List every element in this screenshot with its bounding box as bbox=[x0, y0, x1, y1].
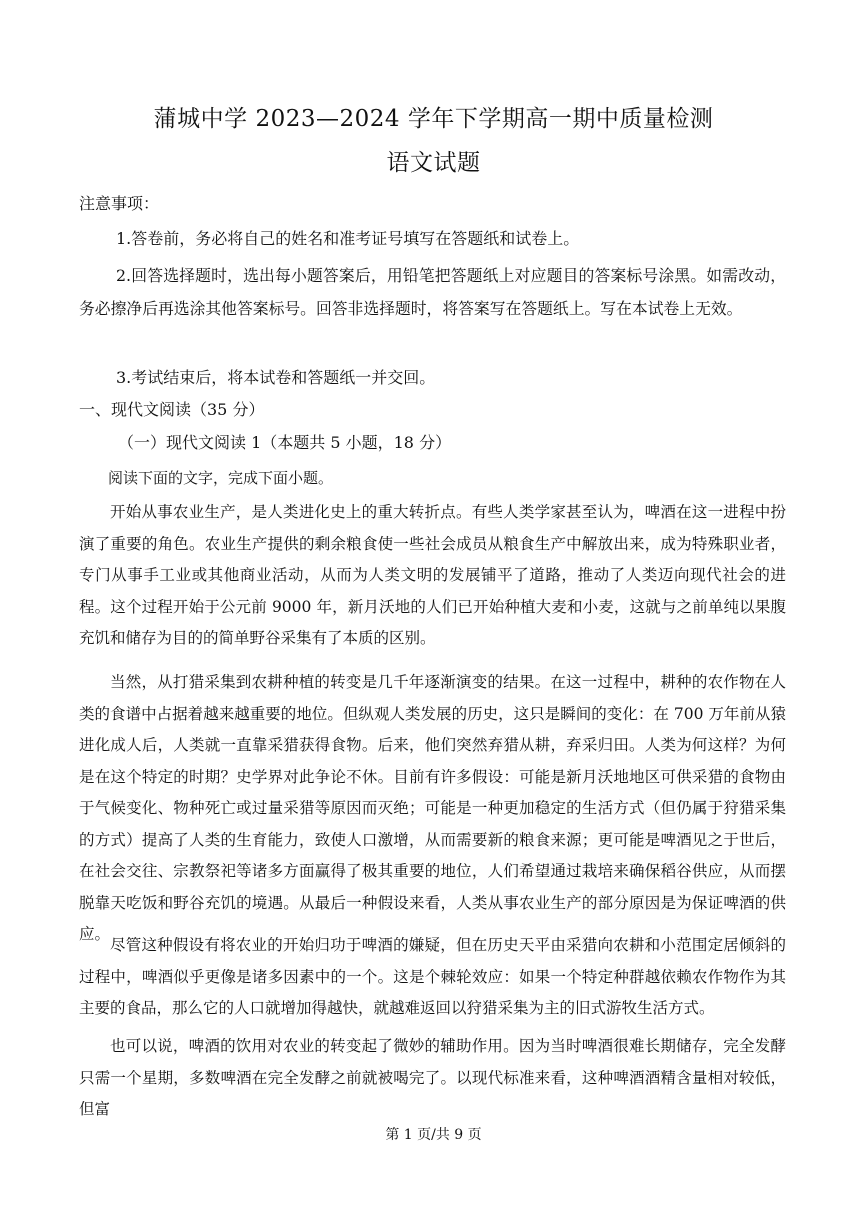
notice-item-3: 3.考试结束后，将本试卷和答题纸一并交回。 bbox=[116, 368, 436, 387]
exam-subject-title: 语文试题 bbox=[386, 150, 481, 176]
notice-item-2: 2.回答选择题时，选出每小题答案后，用铅笔把答题纸上对应题目的答案标号涂黑。如需改动，务必擦净后再选涂其他答案标号。回答非选择题时，将答案写在答题纸上。写在本试卷上无效。 bbox=[79, 266, 786, 318]
notice-item-1: 1.答卷前，务必将自己的姓名和准考证号填写在答题纸和试卷上。 bbox=[116, 229, 580, 248]
passage-paragraph-2: 当然，从打猎采集到农耕种植的转变是几千年逐渐演变的结果。在这一过程中，耕种的农作物在人类的食谱中占据着越来越重要的地位。但纵观人类发展的历史，这只是瞬间的变化：在 700 万年前从猿进化成人后，人类就一直靠采猎获得食物。后来，他们突然弃猎从耕，弃采归田。人类为何这样？为何是在这个特定的时期？史学界对此争论不休。目前有许多假设：可能是新月沃地地区可供采猎的食物由于气候变化、物种死亡或过量采猎等原因而灭绝；可能是一种更加稳定的生活方式（但仍属于狩猎采集的方式）提高了人类的生育能力，致使人口激增，从而需要新的粮食来源；更可能是啤酒见之于世后，在社会交往、宗教祭祀等诸多方面赢得了极其重要的地位，人们希望通过栽培来确保稻谷供应，从而摆脱靠天吃饭和野谷充饥的境遇。从最后一种假设来看，人类从事农业生产的部分原因是为保证啤酒的供应。 bbox=[79, 673, 786, 943]
notice-heading: 注意事项： bbox=[79, 194, 160, 213]
page-number: 第 1 页/共 9 页 bbox=[385, 1127, 482, 1143]
reading-instruction: 阅读下面的文字，完成下面小题。 bbox=[108, 469, 334, 487]
section-heading: 一、现代文阅读（35 分） bbox=[79, 400, 265, 419]
passage-paragraph-1: 开始从事农业生产，是人类进化史上的重大转折点。有些人类学家甚至认为，啤酒在这一进程中扮演了重要的角色。农业生产提供的剩余粮食使一些社会成员从粮食生产中解放出来，成为特殊职业者，专门从事手工业或其他商业活动，从而为人类文明的发展铺平了道路，推动了人类迈向现代社会的进程。这个过程开始于公元前 9000 年，新月沃地的人们已开始种植大麦和小麦，这就与之前单纯以果腹充饥和储存为目的的简单野谷采集有了本质的区别。 bbox=[79, 503, 786, 647]
section-subheading: （一）现代文阅读 1（本题共 5 小题，18 分） bbox=[118, 433, 452, 452]
passage-paragraph-3: 尽管这种假设有将农业的开始归功于啤酒的嫌疑，但在历史天平由采猎向农耕和小范围定居倾斜的过程中，啤酒似乎更像是诸多因素中的一个。这是个棘轮效应：如果一个特定种群越依赖农作物作为其主要的食品，那么它的人口就增加得越快，就越难返回以狩猎采集为主的旧式游牧生活方式。 bbox=[79, 936, 786, 1017]
passage-paragraph-4: 也可以说，啤酒的饮用对农业的转变起了微妙的辅助作用。因为当时啤酒很难长期储存，完全发酵只需一个星期，多数啤酒在完全发酵之前就被喝完了。以现代标准来看，这种啤酒酒精含量相对较低，但富 bbox=[79, 1037, 786, 1118]
exam-title: 蒲城中学 2023—2024 学年下学期高一期中质量检测 bbox=[153, 106, 714, 132]
